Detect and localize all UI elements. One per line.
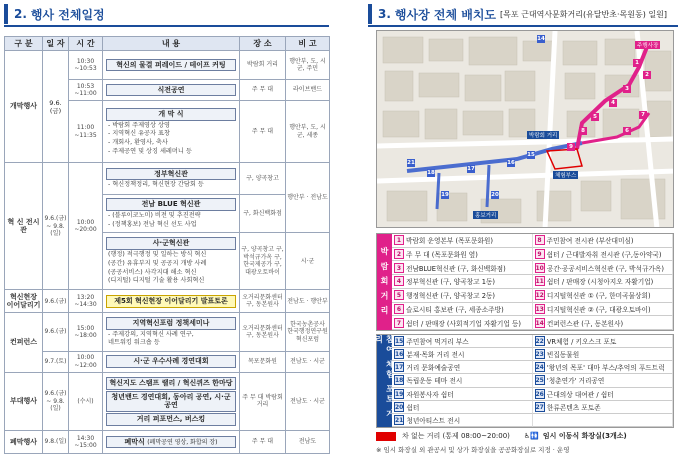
table-row [5, 351, 330, 372]
event-city-hall: 사·군혁신관 [106, 237, 236, 250]
time-cell: 14:30 ~15:00 [69, 431, 103, 454]
detail-line: - 주제강의, 지역혁신 사례 연구, [108, 330, 194, 338]
map-key [376, 430, 674, 442]
section-title: 행사장 전체 배치도 [394, 7, 497, 22]
list-item [533, 388, 674, 401]
map-marker: 16 [507, 160, 515, 166]
time-cell: 10:00 ~20:00 [69, 163, 103, 290]
list-item [392, 289, 533, 303]
toilet-icon: ♿🚻 [523, 432, 539, 440]
list-item [392, 275, 533, 289]
event-opening-ceremony: 개 막 식 [106, 108, 236, 121]
detail-line: - 개회사, 환영사, 축사 [108, 139, 168, 147]
map-marker: 18 [427, 170, 435, 176]
list-item [533, 316, 674, 330]
content-cell [103, 194, 240, 233]
date-cell: 9.6.(금) [43, 290, 69, 313]
item-label: 주민참여 먹거리 부스 [406, 338, 469, 347]
place-cell: 구, 양곡창고 [240, 163, 286, 194]
item-label: 독립운동 테마 전시 [406, 377, 463, 386]
item-label: 컨퍼런스관 (구, 동본원사) [546, 319, 624, 328]
time-cell: 10:00 ~12:00 [69, 351, 103, 372]
place-cell: 박람회 거리 [240, 51, 286, 80]
map-marker: 3 [623, 85, 631, 93]
item-label: 주민참여 전시관 (부산대미심) [546, 237, 634, 246]
item-label: 거리 문화예술공연 [406, 364, 461, 373]
detail-line: (공공서비스) 사각지대 해소 혁신 [108, 268, 197, 276]
event-band-contest: 청년밴드 경연대회, 동아리 공연, 시·군 공연 [106, 391, 236, 413]
map-marker: 21 [407, 160, 415, 166]
list-item [533, 401, 674, 414]
date-cell: 9.6.(금) ~ 9.8.(일) [43, 372, 69, 430]
note-cell: 전남도 · 시군 [286, 372, 330, 430]
list-item [533, 275, 674, 289]
note-cell: 한국농촌공사 한국행정연구원 혁신포럼 [286, 313, 330, 352]
item-number: 6 [394, 304, 404, 314]
list-item [392, 335, 533, 348]
table-row [5, 313, 330, 352]
detail-line: - (정책홍보) 전남 혁신 선도 사업 [108, 220, 197, 228]
item-number: 8 [535, 235, 545, 245]
venue-map [376, 30, 674, 228]
note-cell: 전남도 [286, 431, 330, 454]
place-cell: 구, 양곡창고 구, 박석규가옥 구, 한국제공가 구, 대광오토바이 [240, 233, 286, 290]
place-cell: 구, 화신백화점 [240, 194, 286, 233]
item-number: 1 [394, 235, 404, 245]
item-number: 10 [535, 264, 544, 272]
item-number: 3 [394, 263, 404, 273]
map-marker: 6 [623, 127, 631, 135]
event-closing [106, 436, 236, 449]
list-item [533, 303, 674, 317]
place-cell: 주 무 대 [240, 100, 286, 162]
col-time: 시 간 [69, 37, 103, 51]
map-marker: 20 [491, 192, 499, 198]
date-cell: 9.7.(토) [43, 351, 69, 372]
item-label: 디지털혁신관 ② (구, 대광오토바이) [546, 305, 651, 314]
time-cell: 15:00 ~18:00 [69, 313, 103, 352]
map-label-booth: 체험부스 [555, 173, 577, 179]
content-cell [103, 163, 240, 194]
item-label: 쉼터 / 판매장 (사회적기업 자활기업 등) [406, 319, 522, 328]
detail-line: (공간) 유휴부지 및 공공지 개방 사례 [108, 259, 207, 267]
time-cell: (수시) [69, 372, 103, 430]
content-cell [103, 100, 240, 162]
item-number: 13 [535, 305, 544, 313]
time-cell: 10:53 ~11:00 [69, 80, 103, 101]
col-place: 장 소 [240, 37, 286, 51]
item-number: 9 [535, 249, 545, 259]
header-rule [368, 25, 678, 27]
detail-line: (디지털) 디지털 기술 활용 사회혁신 [108, 277, 205, 285]
map-marker: 7 [639, 111, 647, 119]
detail-line: - 박람회 주제영상 상영 [108, 121, 170, 129]
note-cell: 전남도 · 시군 [286, 351, 330, 372]
category-side-events: 부대행사 [5, 372, 43, 430]
note-cell: 전남도 · 행안부 [286, 290, 330, 313]
section-number: 3. [378, 7, 391, 21]
map-marker: 15 [527, 152, 535, 158]
item-number: 14 [535, 319, 544, 327]
col-content: 내 용 [103, 37, 240, 51]
item-label: 한류콘텐츠 포토존 [546, 403, 601, 412]
note-cell: 라이브밴드 [286, 80, 330, 101]
event-gov-hall: 정부혁신관 [106, 168, 236, 181]
header-accent-bar [368, 4, 372, 24]
item-number: 18 [395, 377, 404, 385]
item-number: 23 [535, 351, 544, 359]
item-number: 20 [395, 403, 404, 411]
category-relay: 혁신현장 이어달리기 [5, 290, 43, 313]
car-free-label: 차 없는 거리 (통제 08:00~20:00) [402, 432, 510, 440]
list-item [533, 289, 674, 303]
closing-sub: (폐막공연 영상, 화합의 장) [147, 438, 218, 446]
section-number: 2. [14, 7, 27, 21]
list-item [533, 348, 674, 361]
date-cell: 9.6.(금) [43, 51, 69, 163]
content-cell [103, 313, 240, 352]
event-stamp-rally: 혁신지도 스탬프 랠리 / 혁신퀴즈 한마당 [106, 377, 236, 390]
list-item [392, 374, 533, 387]
section-title: 행사 전체일정 [30, 7, 105, 22]
time-cell: 11:00 ~11:35 [69, 100, 103, 162]
place-cell: 주 무 대 [240, 80, 286, 101]
map-marker: 1 [633, 59, 641, 67]
map-label-street: 박람회 거리 [529, 133, 558, 139]
item-label: 주 무 대 (목포문화원 옆) [406, 251, 478, 260]
list-item [392, 361, 533, 374]
detail-line: - 주제공연 및 상징 세레머니 등 [108, 147, 192, 155]
map-marker: 5 [591, 113, 599, 121]
detail-line: - 지역혁신 유공자 표창 [108, 130, 170, 138]
item-number: 17 [395, 364, 404, 372]
event-pre-show: 식전공연 [106, 84, 236, 97]
item-number: 2 [394, 249, 404, 259]
place-cell: 목포문화원 [240, 351, 286, 372]
detail-line: - (블루이코노미) 비전 및 추진전략 [108, 212, 201, 220]
list-item [533, 361, 674, 374]
list-item [392, 414, 533, 427]
map-marker: 9 [567, 143, 575, 151]
car-free-swatch [376, 432, 396, 441]
time-cell: 10:30 ~10:53 [69, 51, 103, 80]
content-cell [103, 233, 240, 290]
list-item [392, 401, 533, 414]
date-cell: 9.6.(금) ~ 9.8.(일) [43, 163, 69, 290]
category-conference: 컨퍼런스 [5, 313, 43, 373]
event-busking: 거리 퍼포먼스, 버스킹 [106, 413, 236, 426]
date-cell: 9.8.(일) [43, 431, 69, 454]
list-item [392, 388, 533, 401]
map-marker: 14 [537, 36, 545, 42]
list-item [392, 316, 533, 330]
closing-title: 폐막식 [124, 437, 145, 446]
item-number: 22 [535, 338, 544, 346]
category-hall: 혁 신 전시관 [5, 163, 43, 290]
list-item [533, 234, 674, 248]
date-cell: 9.6.(금) [43, 313, 69, 352]
item-label: 행정혁신관 (구, 양곡창고 2동) [406, 292, 496, 301]
item-label: 근대의상 대여관 / 쉼터 [546, 390, 614, 399]
toilet-label: 임시 이동식 화장실(3개소) [542, 432, 627, 440]
item-label: 분재·목화 거리 전시 [406, 351, 465, 360]
legend-category-expo: 박 람 회 거 리 [377, 234, 392, 330]
table-row [5, 51, 330, 80]
map-marker: 4 [609, 99, 617, 107]
list-item [533, 261, 674, 275]
table-row [5, 372, 330, 430]
list-item [533, 335, 674, 348]
footnote: ※ 임시 화장실 외 관공서 및 상가 화장실을 공공화장실로 지정 · 운영 [376, 446, 570, 454]
item-label: VR체험 / 키오스크 포토 [546, 338, 617, 347]
header-accent-bar [4, 4, 8, 24]
table-row [5, 163, 330, 194]
schedule-table [4, 36, 330, 454]
map-marker: 17 [467, 166, 475, 172]
note-cell: 행안부 · 전남도 [286, 163, 330, 233]
time-cell: 13:20 ~14:30 [69, 290, 103, 313]
map-label-venue: 주행사장 [637, 43, 659, 49]
table-row [5, 290, 330, 313]
legend-photo-street [376, 334, 674, 428]
col-date: 일 자 [43, 37, 69, 51]
section-subtitle: [목포 근대역사문화거리(유달반초·목원동) 일원] [500, 9, 667, 19]
note-cell: 행안부, 도, 시군, 주민 [286, 51, 330, 80]
category-closing: 폐막행사 [5, 431, 43, 454]
event-forum: 지역혁신포럼 정책세미나 [106, 317, 236, 330]
legend-expo-street [376, 233, 674, 331]
item-number: 7 [394, 318, 404, 328]
place-cell: 오거리문화센터 구, 동본원사 [240, 290, 286, 313]
col-category: 구 분 [5, 37, 43, 51]
place-cell: 주 무 대 [240, 431, 286, 454]
list-item [392, 248, 533, 262]
map-label-zone: 홍보거리 [475, 213, 497, 219]
item-label: 쉼터 / 근대발자취 전시관 (구,동아약국) [546, 251, 662, 260]
item-label: '청춘연가' 거리공연 [546, 377, 605, 386]
list-item [533, 414, 674, 427]
item-number: 16 [395, 351, 404, 359]
item-number: 26 [535, 390, 544, 398]
table-header-row [5, 37, 330, 51]
item-label: 슬로시티 홍보관 (구, 세종소주방) [406, 305, 504, 314]
content-cell [103, 51, 240, 80]
legend-grid [392, 234, 673, 330]
item-number: 25 [535, 377, 544, 385]
item-number: 21 [395, 416, 404, 424]
item-label: 정부혁신관 (구, 양곡창고 1동) [406, 278, 496, 287]
detail-line: - 혁신정책정리, 혁신현장 간담회 등 [108, 181, 204, 189]
item-label: 박람회 운영본부 (목포문화원) [406, 237, 493, 246]
content-cell [103, 372, 240, 430]
list-item [392, 303, 533, 317]
table-row [5, 431, 330, 454]
layout-section-header [368, 4, 678, 24]
item-number: 5 [394, 290, 404, 300]
schedule-section-header [4, 4, 329, 24]
event-relay: 제5회 혁신현장 이어달리기 발표토론 [106, 295, 236, 308]
detail-line: (행정) 적극행정 및 일하는 방식 혁신 [108, 251, 207, 259]
place-cell: 오거리문화센터 구, 동본원사 [240, 313, 286, 352]
note-cell: 시·군 [286, 233, 330, 290]
content-cell [103, 351, 240, 372]
legend-grid [392, 335, 673, 427]
content-cell [103, 431, 240, 454]
item-number: 15 [395, 338, 404, 346]
event-blue-hall: 전남 BLUE 혁신관 [106, 198, 236, 211]
item-label: '왕년의 목포' 대마 부스/추억의 푸드트럭 [546, 364, 665, 373]
map-marker: 8 [579, 127, 587, 135]
note-cell: 행안부, 도, 시군, 세종 [286, 100, 330, 162]
map-marker: 19 [441, 192, 449, 198]
event-contest: 시·군 우수사례 경연대회 [106, 355, 236, 368]
list-item [392, 234, 533, 248]
item-number: 19 [395, 390, 404, 398]
item-label: 빈집동물원 [546, 351, 580, 360]
list-item [392, 348, 533, 361]
item-label: 청년아티스트 전시 [406, 416, 461, 425]
category-opening: 개막행사 [5, 51, 43, 163]
item-number: 11 [535, 278, 544, 286]
map-marker: 2 [643, 71, 651, 79]
item-label: 공간·공공서비스혁신관 (구, 박석규가옥) [546, 264, 664, 273]
detail-line: 네트워킹 워크숍 등 [108, 339, 160, 347]
content-cell [103, 290, 240, 313]
list-item [392, 261, 533, 275]
item-number: 12 [535, 292, 544, 300]
item-label: 자원봉사자 쉼터 [406, 390, 454, 399]
item-label: 전남BLUE혁신관 (구, 화신백화점) [406, 264, 506, 273]
content-cell [103, 80, 240, 101]
list-item [533, 248, 674, 262]
item-number: 4 [394, 276, 404, 286]
item-number: 27 [535, 403, 544, 411]
item-label: 쉼터 [406, 403, 420, 412]
legend-category-photo: 참여 체험 포토 거리 [377, 335, 392, 427]
place-cell: 주 무 대 박람회 거리 [240, 372, 286, 430]
item-label: 디지털혁신관 ① (구, 한미곡물상회) [546, 292, 651, 301]
item-number: 24 [535, 364, 544, 372]
event-parade: 혁신의 물결 퍼레이드 / 테이프 커팅 [106, 59, 236, 72]
col-note: 비 고 [286, 37, 330, 51]
item-label: 쉼터 / 판매장 (시청아지오 자활기업) [546, 278, 654, 287]
header-rule [4, 25, 329, 27]
list-item [533, 374, 674, 387]
